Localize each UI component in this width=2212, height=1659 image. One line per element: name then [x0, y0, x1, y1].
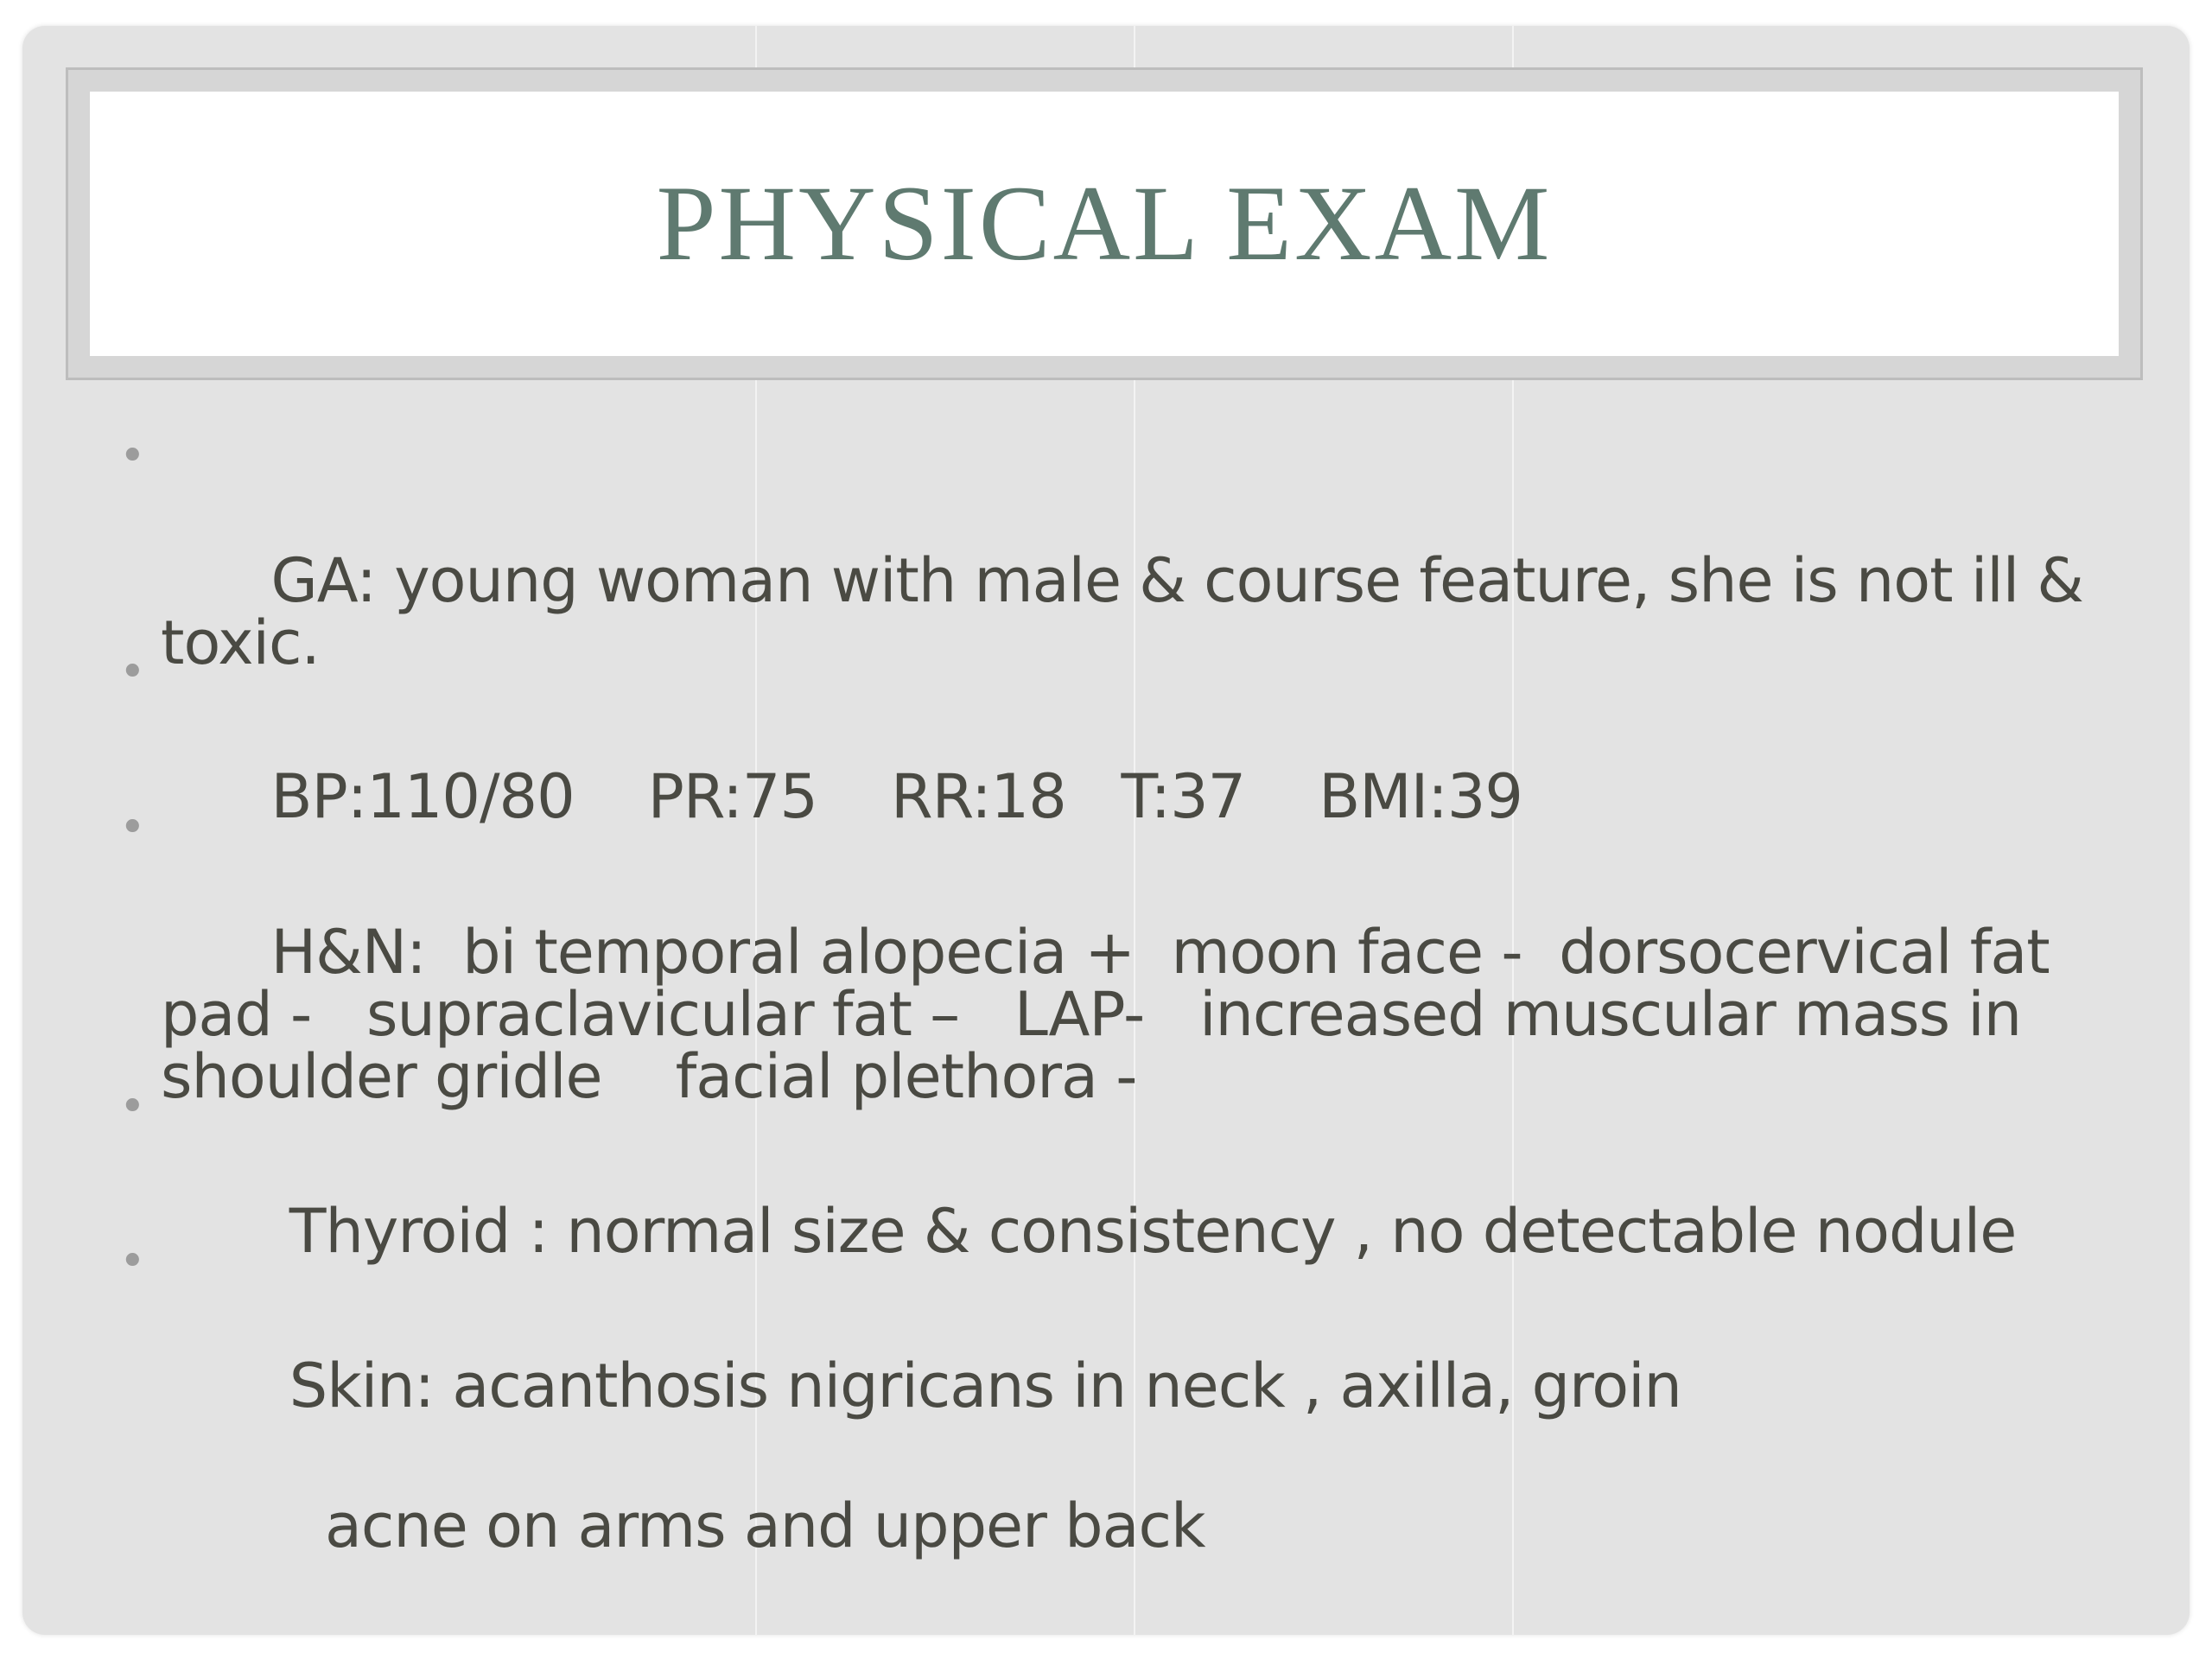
bullet-text: GA: young woman with male & course feature, she is not ill & toxic. — [161, 545, 2102, 678]
bullet-marker: • — [119, 1081, 145, 1133]
bullet-text: BP:110/80 PR:75 RR:18 T:37 BMI:39 — [270, 761, 1522, 832]
bullet-item-skin — [119, 1230, 2113, 1635]
bullet-marker: • — [119, 802, 145, 854]
bullet-list — [22, 26, 2190, 1635]
bullet-marker: • — [119, 646, 145, 698]
bullet-text: Skin: acanthosis nigricans in neck , axilla, groin — [270, 1351, 1681, 1421]
bullet-marker: • — [119, 430, 145, 482]
bullet-text: Thyroid : normal size & consistency , no detectable nodule — [270, 1196, 2017, 1267]
slide — [22, 26, 2190, 1635]
slide-title: PHYSICAL EXAM — [656, 164, 1553, 283]
bullet-marker: • — [119, 1236, 145, 1287]
bullet-text-continuation: acne on arms and upper back — [325, 1491, 1205, 1561]
bullet-text: H&N: bi temporal alopecia + moon face - dorsocervical fat pad - supraclavicular fat – LAP- increased muscular mass in shoulder gridle facial plethora - — [161, 917, 2068, 1112]
